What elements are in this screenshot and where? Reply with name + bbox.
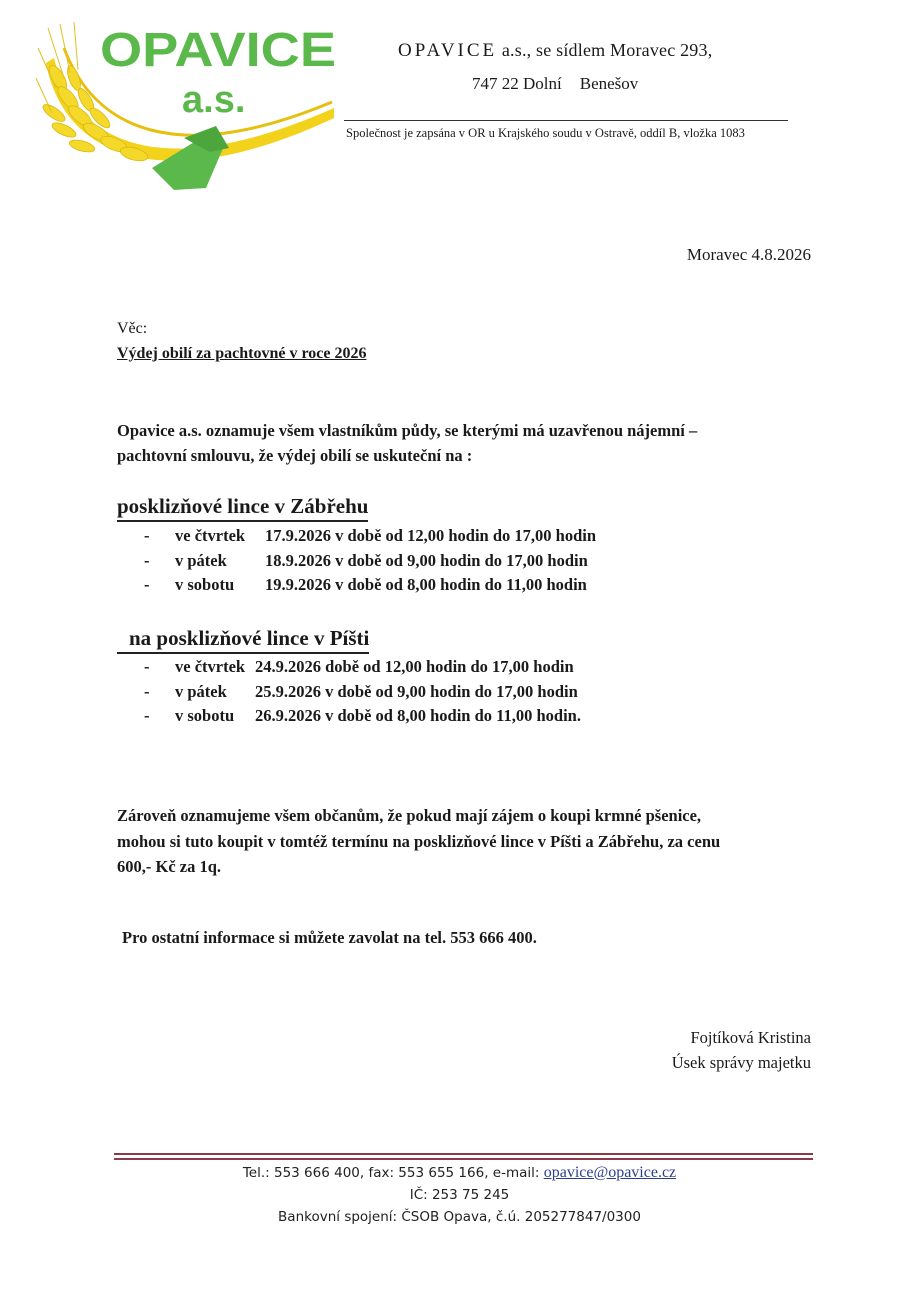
schedule-row — [117, 524, 596, 549]
schedule-time: 17.9.2026 v době od 12,00 hodin do 17,00 hodin — [265, 526, 597, 545]
schedule-day: v pátek — [175, 681, 227, 701]
schedule-time: 18.9.2026 v době od 9,00 hodin do 17,00 hodin — [265, 550, 588, 570]
schedule-time: 24.9.2026 době od 12,00 hodin do 17,00 hodin — [255, 657, 574, 676]
list-dash: - — [144, 550, 150, 570]
header-divider — [344, 120, 788, 121]
subject-label: Věc: — [117, 320, 148, 337]
list-dash: - — [144, 657, 150, 676]
footer-rule — [114, 1158, 813, 1160]
company-name: OPAVICE — [398, 40, 498, 61]
email-link[interactable]: opavice@opavice.cz — [543, 1164, 677, 1181]
footer-contact: Tel.: 553 666 400, fax: 553 655 166, e-mail: — [242, 1165, 540, 1181]
schedule-row — [117, 655, 581, 680]
schedule-day: v pátek — [175, 550, 227, 570]
paragraph-line: Zároveň oznamujeme všem občanům, že pokud mají zájem o koupi krmné pšenice, — [117, 806, 702, 825]
list-dash: - — [144, 706, 150, 725]
schedule-row — [117, 549, 596, 574]
schedule-day: v sobotu — [175, 575, 235, 594]
subject-title: Výdej obilí za pachtovné v roce 2026 — [117, 345, 367, 362]
schedule-day: ve čtvrtek — [175, 526, 246, 545]
schedule-time: 26.9.2026 v době od 8,00 hodin do 11,00 hodin. — [255, 706, 581, 725]
intro-paragraph — [117, 418, 797, 468]
footer-bank: Bankovní spojení: ČSOB Opava, č.ú. 205277847/0300 — [278, 1209, 641, 1225]
list-dash: - — [144, 575, 150, 594]
paragraph-line: mohou si tuto koupit v tomtéž termínu na posklizňové lince v Píšti a Zábřehu, za cenu — [117, 831, 721, 851]
intro-line: pachtovní smlouvu, že výdej obilí se uskuteční na : — [117, 446, 473, 465]
schedule-row — [117, 573, 596, 598]
schedule-row — [117, 680, 581, 705]
signatory-name: Fojtíková Kristina — [690, 1028, 811, 1047]
signature-block — [672, 1025, 811, 1075]
intro-line: Opavice a.s. oznamuje všem vlastníkům půdy, se kterými má uzavřenou nájemní – — [117, 421, 698, 440]
wheat-sale-paragraph — [117, 803, 817, 880]
schedule-day: ve čtvrtek — [175, 657, 246, 676]
section-heading-pist: na posklizňové lince v Píšti — [117, 626, 369, 654]
footer-contact-line — [0, 1162, 919, 1184]
company-address: a.s., se sídlem Moravec 293, — [501, 40, 713, 60]
schedule-zabreh — [117, 524, 596, 598]
schedule-pist — [117, 655, 581, 729]
company-logo — [34, 18, 339, 193]
schedule-day: v sobotu — [175, 706, 235, 725]
footer-rule — [114, 1153, 813, 1155]
list-dash: - — [144, 681, 150, 701]
letter-date: Moravec 4.8.2026 — [686, 245, 811, 264]
footer-ico: IČ: 253 75 245 — [409, 1187, 510, 1203]
paragraph-line: 600,- Kč za 1q. — [117, 857, 222, 876]
schedule-time: 25.9.2026 v době od 9,00 hodin do 17,00 hodin — [255, 681, 578, 701]
city-name: Benešov — [579, 74, 639, 93]
logo-suffix: a.s. — [182, 79, 246, 121]
registration-note: Společnost je zapsána v OR u Krajského soudu v Ostravě, oddíl B, vložka 1083 — [346, 126, 745, 140]
contact-paragraph: Pro ostatní informace si můžete zavolat na tel. 553 666 400. — [122, 928, 537, 947]
section-heading-zabreh: posklizňové lince v Zábřehu — [117, 494, 368, 522]
company-address-line1 — [398, 40, 712, 62]
signatory-department: Úsek správy majetku — [671, 1053, 811, 1072]
postcode-city: 747 22 Dolní — [472, 74, 562, 93]
list-dash: - — [144, 526, 150, 545]
company-address-line2 — [472, 74, 638, 94]
footer — [0, 1162, 919, 1228]
schedule-time: 19.9.2026 v době od 8,00 hodin do 11,00 hodin — [265, 575, 587, 594]
schedule-row — [117, 704, 581, 729]
logo-title: OPAVICE — [100, 24, 336, 77]
